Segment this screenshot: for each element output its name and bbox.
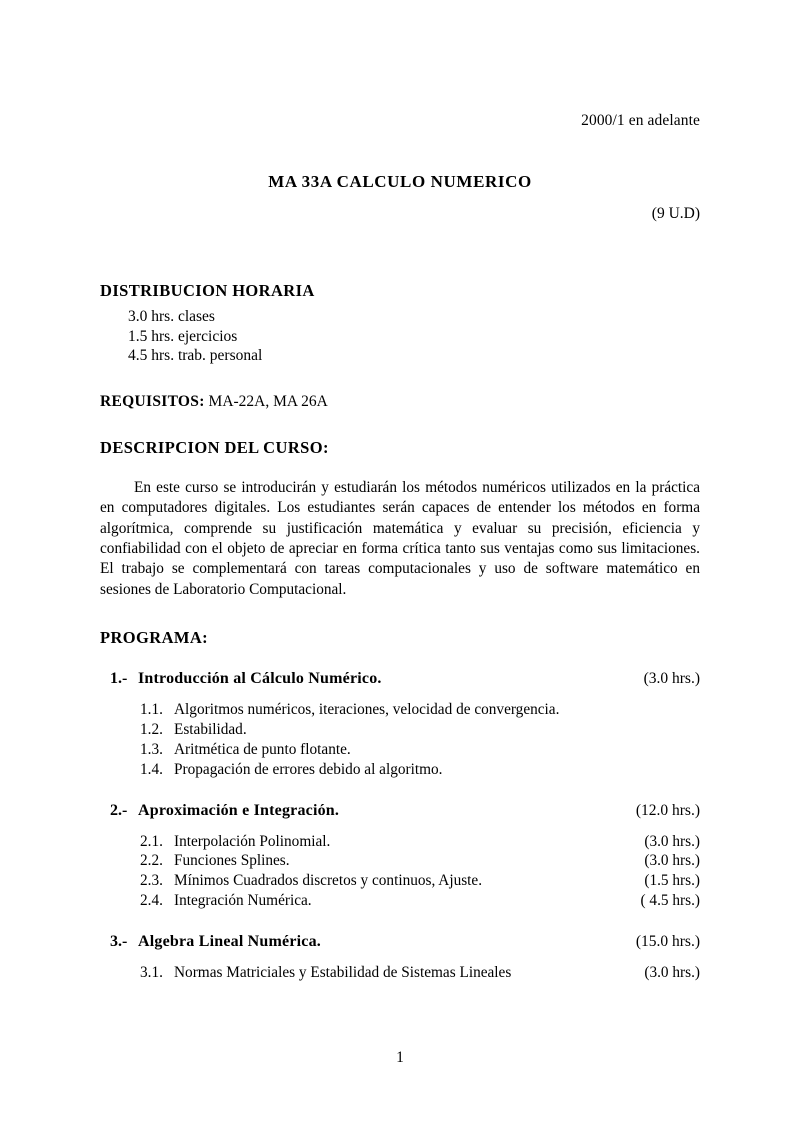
list-item: [100, 720, 700, 740]
subitem-hours: (3.0 hrs.): [644, 964, 700, 982]
subitem-text: Interpolación Polinomial.: [174, 832, 331, 850]
subitem-text: Integración Numérica.: [174, 892, 312, 910]
list-item: [100, 851, 700, 871]
description-heading: DESCRIPCION DEL CURSO:: [100, 438, 329, 458]
list-item: [100, 832, 700, 852]
list-item: [100, 891, 700, 911]
unit-hours: (3.0 hrs.): [643, 670, 700, 688]
subitem-number: 2.4.: [140, 892, 163, 910]
subitem-text: Aritmética de punto flotante.: [174, 740, 351, 758]
program-heading: PROGRAMA:: [100, 628, 209, 648]
list-item: 1.5 hrs. ejercicios: [128, 327, 238, 345]
list-item: [100, 963, 700, 983]
subitem-hours: (3.0 hrs.): [644, 832, 700, 850]
subitem-text: Estabilidad.: [174, 720, 247, 738]
list-item: [100, 700, 700, 720]
subitem-number: 2.2.: [140, 852, 163, 870]
subitem-number: 1.3.: [140, 740, 163, 758]
page-number: 1: [396, 1049, 404, 1066]
unit-title: Algebra Lineal Numérica.: [138, 933, 321, 951]
list-item: [100, 740, 700, 760]
subitem-text: Algoritmos numéricos, iteraciones, velocidad de convergencia.: [174, 701, 560, 719]
requisites-line: [100, 393, 700, 411]
unit-number: 1.-: [110, 670, 128, 688]
list-item: 3.0 hrs. clases: [128, 308, 215, 325]
unit-title-row: [100, 670, 700, 688]
page-title: MA 33A CALCULO NUMERICO: [268, 172, 532, 191]
subitem-number: 3.1.: [140, 964, 163, 982]
subitem-number: 1.2.: [140, 720, 163, 738]
date-line: 2000/1 en adelante: [581, 112, 700, 129]
subitem-hours: (3.0 hrs.): [644, 852, 700, 870]
unit-title: Introducción al Cálculo Numérico.: [138, 670, 382, 688]
unit-number: 2.-: [110, 801, 128, 819]
program-unit: [100, 933, 700, 983]
list-item: 4.5 hrs. trab. personal: [128, 347, 263, 365]
subitem-number: 2.1.: [140, 832, 163, 850]
subitem-number: 1.4.: [140, 760, 163, 778]
requisites-value: MA-22A, MA 26A: [208, 393, 328, 411]
unit-subitems: [100, 700, 700, 780]
subitem-text: Mínimos Cuadrados discretos y continuos, Ajuste.: [174, 872, 483, 890]
list-item: [100, 760, 700, 780]
list-item: [100, 871, 700, 891]
requisites-label: REQUISITOS:: [100, 393, 205, 411]
unit-hours: (15.0 hrs.): [635, 933, 700, 951]
subitem-text: Normas Matriciales y Estabilidad de Sistemas Lineales: [174, 964, 512, 982]
unit-hours: (12.0 hrs.): [635, 801, 700, 819]
document-page: [0, 112, 800, 1147]
program-unit: [100, 670, 700, 780]
subitem-hours: (1.5 hrs.): [644, 872, 700, 890]
unit-title: Aproximación e Integración.: [138, 801, 340, 819]
program-unit: [100, 802, 700, 912]
unit-number: 3.-: [110, 933, 128, 951]
unit-subitems: [100, 963, 700, 983]
subitem-number: 2.3.: [140, 872, 163, 890]
schedule-heading: DISTRIBUCION HORARIA: [100, 281, 315, 300]
schedule-list: [100, 307, 700, 366]
unit-subitems: [100, 832, 700, 912]
course-credits: (9 U.D): [651, 205, 700, 222]
description-paragraph: En este curso se introducirán y estudiarán los métodos numéricos utilizados en la práctica en computadores digitales. Los estudiantes serán capaces de entender los métodos en forma algorítmica, comprende su justificación matemática y evaluar su precisión, eficiencia y confiabilidad con el objeto de apreciar en forma crítica tanto sus ventajas como sus limitaciones. El trabajo se complementará con tareas computacionales y uso de software matemático en sesiones de Laboratorio Computacional.: [100, 479, 700, 598]
subitem-text: Funciones Splines.: [174, 852, 290, 870]
unit-title-row: [100, 802, 700, 820]
subitem-text: Propagación de errores debido al algoritmo.: [174, 760, 443, 778]
subitem-hours: ( 4.5 hrs.): [640, 892, 700, 910]
subitem-number: 1.1.: [140, 701, 163, 719]
unit-title-row: [100, 933, 700, 951]
